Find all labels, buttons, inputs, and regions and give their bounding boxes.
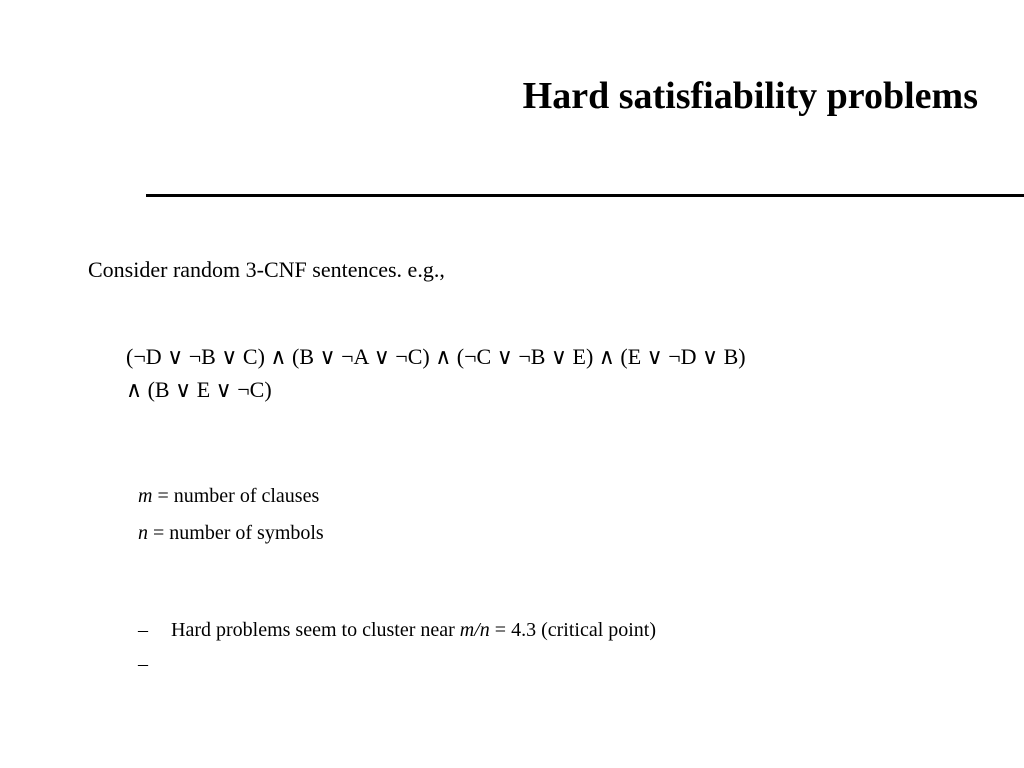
- definition-n: [138, 515, 324, 552]
- definition-m: [138, 478, 324, 515]
- slide-title: Hard satisfiability problems: [522, 75, 978, 117]
- definition-n-text: = number of symbols: [148, 522, 324, 544]
- formula-line-1: (¬D ∨ ¬B ∨ C) ∧ (B ∨ ¬A ∨ ¬C) ∧ (¬C ∨ ¬B ∨ E) ∧ (E ∨ ¬D ∨ B): [126, 344, 746, 369]
- bullet-item-2: [138, 647, 656, 681]
- title-divider: [146, 194, 1024, 197]
- bullet-text-after: = 4.3 (critical point): [489, 619, 657, 641]
- definition-m-text: = number of clauses: [152, 485, 320, 507]
- intro-text: Consider random 3-CNF sentences. e.g.,: [88, 257, 445, 282]
- variable-m: m: [138, 485, 153, 507]
- bullet-text-before: Hard problems seem to cluster near: [171, 619, 460, 641]
- bullet-dash: –: [138, 619, 148, 641]
- definitions: [138, 478, 324, 552]
- formula-line-2: ∧ (B ∨ E ∨ ¬C): [126, 377, 272, 402]
- cnf-formula: [126, 340, 746, 406]
- bullet-item-1: [138, 613, 656, 647]
- bullet-list: [138, 613, 656, 681]
- bullet-dash: –: [138, 653, 148, 675]
- ratio-m-over-n: m/n: [459, 619, 490, 641]
- variable-n: n: [138, 522, 148, 544]
